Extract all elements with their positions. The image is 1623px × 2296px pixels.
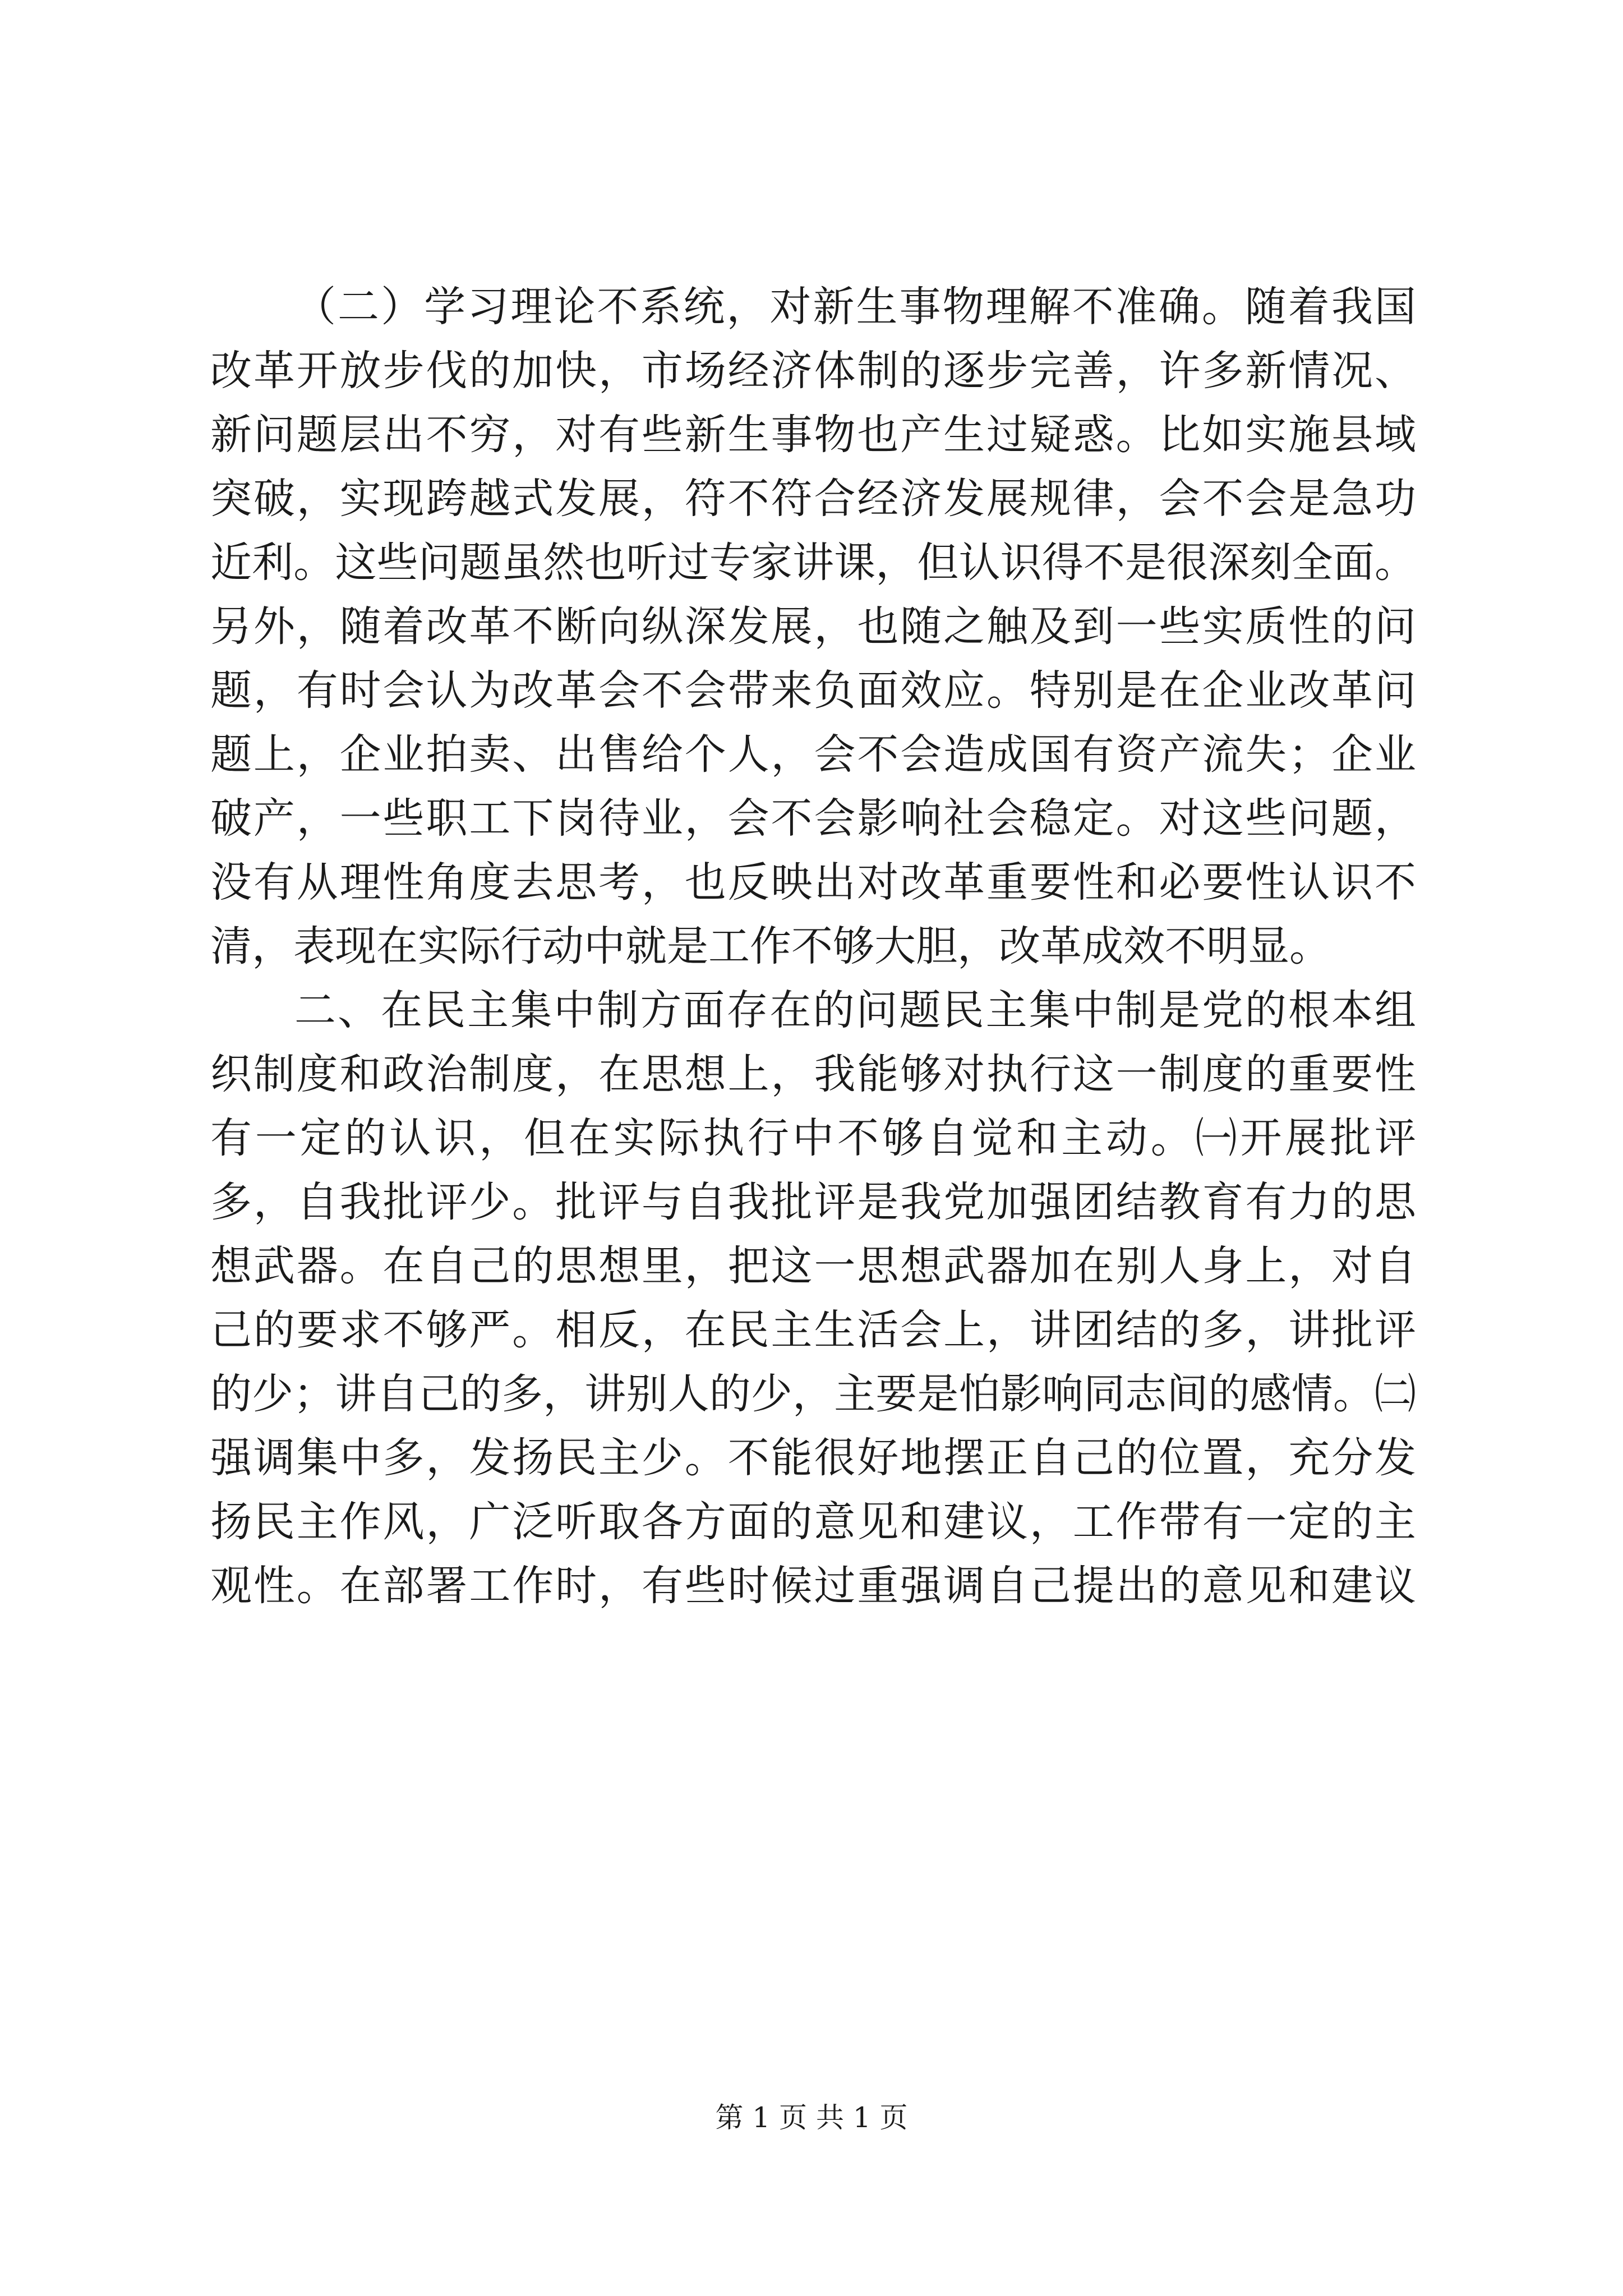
section-two-line: 己的要求不够严。相反，在民主生活会上，讲团结的多，讲批评 bbox=[210, 1306, 1416, 1354]
paragraph-2-line: 没有从理性角度去思考，也反映出对改革重要性和必要性认识不 bbox=[210, 858, 1416, 907]
paragraph-2-line: 近利。这些问题虽然也听过专家讲课，但认识得不是很深刻全面。 bbox=[210, 539, 1416, 587]
page-footer bbox=[0, 2095, 1623, 2140]
section-two-line: 二、在民主集中制方面存在的问题民主集中制是党的根本组 bbox=[294, 986, 1416, 1034]
paragraph-2-line: 另外，随着改革不断向纵深发展，也随之触及到一些实质性的问 bbox=[210, 602, 1416, 651]
section-two-line: 想武器。在自己的思想里，把这一思想武器加在别人身上，对自 bbox=[210, 1242, 1416, 1290]
document-body bbox=[210, 275, 1416, 1618]
section-two-line: 扬民主作风，广泛听取各方面的意见和建议，工作带有一定的主 bbox=[210, 1498, 1416, 1546]
paragraph-2-line: 清，表现在实际行动中就是工作不够大胆，改革成效不明显。 bbox=[210, 922, 1331, 970]
page-number-label: 第 1 页 共 1 页 bbox=[715, 2101, 908, 2134]
paragraph-2-line: 改革开放步伐的加快，市场经济体制的逐步完善，许多新情况、 bbox=[210, 347, 1416, 395]
paragraph-2-line: 新问题层出不穷，对有些新生事物也产生过疑惑。比如实施县域 bbox=[210, 411, 1416, 459]
section-two-line: 的少；讲自己的多，讲别人的少，主要是怕影响同志间的感情。㈡ bbox=[210, 1370, 1416, 1418]
section-two-line: 织制度和政治制度，在思想上，我能够对执行这一制度的重要性 bbox=[210, 1050, 1416, 1098]
section-two-line: 观性。在部署工作时，有些时候过重强调自己提出的意见和建议 bbox=[210, 1562, 1416, 1610]
paragraph-2-line: 破产，一些职工下岗待业，会不会影响社会稳定。对这些问题， bbox=[210, 794, 1416, 843]
section-two-line: 多，自我批评少。批评与自我批评是我党加强团结教育有力的思 bbox=[210, 1178, 1416, 1226]
section-two-line: 有一定的认识，但在实际执行中不够自觉和主动。㈠开展批评 bbox=[210, 1114, 1416, 1162]
section-two-line: 强调集中多，发扬民主少。不能很好地摆正自己的位置，充分发 bbox=[210, 1434, 1416, 1482]
paragraph-2-line: （二）学习理论不系统，对新生事物理解不准确。随着我国 bbox=[294, 283, 1416, 331]
paragraph-2-line: 题，有时会认为改革会不会带来负面效应。特别是在企业改革问 bbox=[210, 666, 1416, 715]
paragraph-2-line: 突破，实现跨越式发展，符不符合经济发展规律，会不会是急功 bbox=[210, 475, 1416, 523]
paragraph-2-line: 题上，企业拍卖、出售给个人，会不会造成国有资产流失；企业 bbox=[210, 730, 1416, 779]
